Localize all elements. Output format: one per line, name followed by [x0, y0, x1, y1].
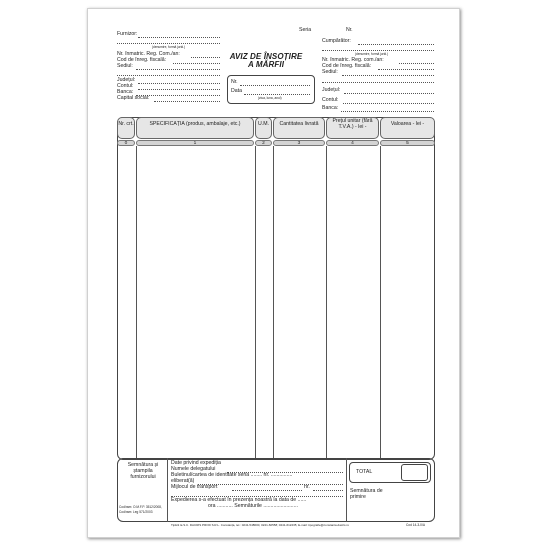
label-expedierea: Expedierea s-a efectuat în prezența noastră la data de ...... — [171, 497, 307, 503]
col-label-specificatia: SPECIFICAȚIA (produs, ambalaje, etc.) — [149, 121, 241, 127]
label-contul-left: Contul: — [117, 83, 134, 89]
label-total: TOTAL — [356, 469, 373, 475]
label-cod-left: Cod de înreg. fiscală: — [117, 57, 167, 63]
col-divider-1 — [136, 146, 137, 458]
label-sediul-left: Sediul: — [117, 63, 133, 69]
label-cumparator: Cumpărător: — [322, 38, 351, 44]
field-sediul-right-2[interactable] — [322, 82, 434, 83]
label-capital: Capital social: — [117, 95, 150, 101]
hint-denumire-left: (denumire, formă jurid.) — [152, 45, 186, 49]
col-num-3: 3 — [273, 140, 325, 146]
col-label-valoarea: Valoarea - lei - — [390, 121, 425, 127]
col-num-0: 0 — [117, 140, 135, 146]
label-banca-right: Banca: — [322, 105, 339, 111]
label-banca-left: Banca: — [117, 89, 134, 95]
footer-divider-right — [346, 458, 347, 522]
field-banca-right[interactable] — [341, 111, 434, 112]
field-cumparator-2[interactable] — [322, 50, 434, 51]
label-semnatura-primire: Semnătura de primire — [350, 488, 383, 500]
col-num-5: 5 — [380, 140, 435, 146]
col-divider-3 — [273, 146, 274, 458]
field-mijloc[interactable] — [232, 490, 302, 491]
label-nr-top: Nr. — [346, 27, 353, 33]
col-header-specificatia — [136, 117, 254, 139]
field-contul-left[interactable] — [138, 89, 220, 90]
hint-date: (ziua, luna, anul) — [258, 96, 282, 100]
field-eliberat[interactable] — [198, 484, 343, 485]
field-inmatric-left[interactable] — [191, 57, 220, 58]
total-value-field[interactable] — [401, 464, 428, 481]
label-title-data: Data — [231, 88, 242, 94]
label-inmatric-left: Nr. înmatric. Reg. Com./an: — [117, 51, 180, 57]
col-num-1: 1 — [136, 140, 254, 146]
label-mijloc: Mijlocul de transport — [171, 484, 218, 490]
col-divider-2 — [255, 146, 256, 458]
document-title — [228, 53, 304, 69]
items-table — [117, 117, 435, 460]
col-header-um — [255, 117, 272, 139]
col-label-um: U.M. — [258, 121, 269, 127]
field-furnizor[interactable] — [138, 37, 220, 38]
label-furnizor: Furnizor: — [117, 31, 138, 37]
field-contul-right[interactable] — [343, 103, 434, 104]
footer-cod-left-2: Cod/ram: Leg 571/2003 — [119, 510, 153, 514]
invoice-form-page — [87, 8, 460, 538]
hint-denumire-right: (denumire, formă jurid.) — [355, 52, 389, 56]
footer-printer: Tipărit la S.C. DACRIS PROD S.R.L. Constanța, tel.: 0241-548600, 0241-60558; 0241-612235; E-mail: tipografie@constanta.dacris.ro — [171, 523, 350, 527]
title-line-2: A MĂRFII — [247, 60, 285, 69]
label-judetul-left: Județul: — [117, 77, 136, 83]
label-semnatura-furnizor: Semnătura și ștampila furnizorului — [127, 462, 159, 480]
label-seria: Seria — [299, 27, 312, 33]
col-num-4: 4 — [326, 140, 379, 146]
col-header-pretul — [326, 117, 379, 139]
footer-cod-left-1: Cod/ram: O.M.F.P. 3512/2008, — [119, 505, 162, 509]
field-aviz-nr[interactable] — [240, 85, 310, 86]
label-judetul-right: Județul: — [322, 87, 341, 93]
footer-divider-left — [167, 458, 168, 522]
field-furnizor-2[interactable] — [117, 43, 220, 44]
col-label-nr: Nr. crt. — [118, 121, 134, 127]
field-aviz-data[interactable] — [244, 94, 310, 95]
footer-cod-right: Cod 14-3-0/A — [406, 523, 425, 527]
col-num-2: 2 — [255, 140, 272, 146]
col-header-nr — [117, 117, 135, 139]
col-label-pretul: Prețul unitar (fără T.V.A.) - lei - — [332, 118, 373, 130]
field-capital[interactable] — [154, 101, 220, 102]
field-judetul-right[interactable] — [344, 93, 434, 94]
label-buletin: Buletinul/cartea de identitate seria ........ nr. ............... — [171, 472, 293, 478]
title-line-1: AVIZ DE ÎNSOȚIRE — [229, 52, 303, 61]
col-divider-5 — [380, 146, 381, 458]
label-numele-delegatului: Numele delegatului — [171, 466, 216, 472]
field-sediul-right[interactable] — [342, 75, 434, 76]
field-sediul-left[interactable] — [136, 69, 220, 70]
field-judetul-left[interactable] — [138, 83, 220, 84]
label-sediul-right: Sediul: — [322, 69, 338, 75]
label-contul-right: Contul: — [322, 97, 339, 103]
label-inmatric-right: Nr. înmatric. Reg. com./an: — [322, 57, 384, 63]
label-eliberat: eliberat(ă) — [171, 478, 195, 484]
field-cod-left[interactable] — [173, 63, 220, 64]
field-cumparator[interactable] — [358, 44, 434, 45]
label-ora: ora ........... Semnăturile ........................ — [208, 503, 298, 509]
label-title-nr: Nr. — [231, 79, 238, 85]
field-inmatric-right[interactable] — [399, 63, 434, 64]
field-mijloc-nr[interactable] — [313, 490, 343, 491]
label-cod-right: Cod de înreg. fiscală: — [322, 63, 372, 69]
col-divider-4 — [326, 146, 327, 458]
label-mijloc-nr: nr. — [304, 484, 310, 490]
col-header-valoarea — [380, 117, 435, 139]
label-date-expeditia: Date privind expediția — [171, 460, 221, 466]
field-cod-right[interactable] — [378, 69, 434, 70]
col-header-cantitatea — [273, 117, 325, 139]
col-label-cantitatea: Cantitatea livrată — [279, 121, 319, 127]
field-sediul-left-2[interactable] — [117, 75, 220, 76]
